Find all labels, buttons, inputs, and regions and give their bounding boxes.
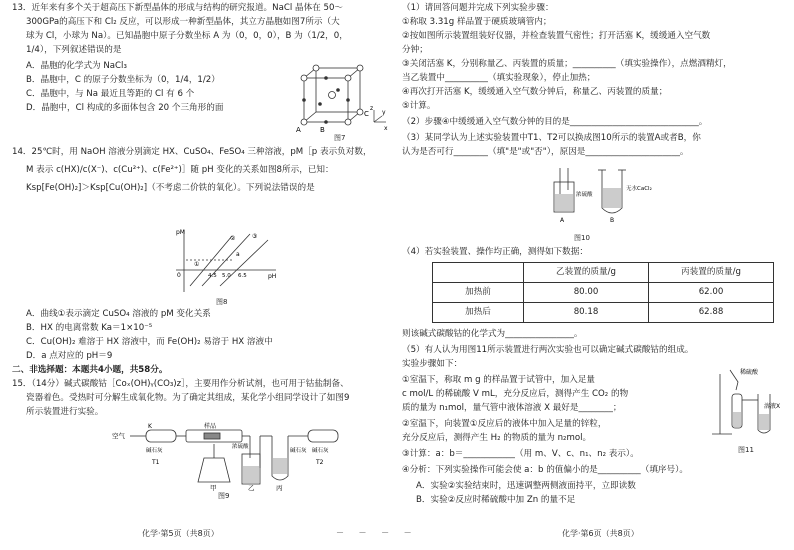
fig11-solution-x: 溶液X	[764, 403, 781, 410]
q15-part5-steps: 实验步骤如下：	[402, 359, 463, 369]
table-cell: 80.00	[524, 283, 649, 303]
fig8-curve-2: ②	[230, 235, 236, 242]
figure-8-caption: 图8	[216, 298, 228, 306]
fig9-jia: 甲	[210, 484, 217, 492]
table-cell: 加热后	[433, 303, 524, 323]
q15-part2: （2）步骤④中缓缓通入空气数分钟的目的是______________________________。	[402, 117, 708, 127]
fig8-curve-3: ③	[252, 233, 258, 240]
fig7-axis-x: x	[384, 125, 388, 132]
fig9-valve-k: K	[148, 423, 152, 430]
fig9-air-label: 空气	[112, 432, 125, 440]
table-header-yi: 乙装置的质量/g	[524, 263, 649, 283]
table-cell: 62.88	[649, 303, 774, 323]
q14-line1: 14．25℃时，用 NaOH 溶液分别滴定 HX、CuSO₄、FeSO₄ 三种溶液，pM［p 表示负对数，	[12, 147, 372, 157]
fig10-label-a: A	[560, 217, 565, 224]
q14-line3: Ksp[Fe(OH)₂]＞Ksp[Cu(OH)₂]（不考虑二价铁的氧化）。下列说法错误的是	[26, 183, 315, 193]
q15-part5: （5）有人认为用图11所示装置进行两次实验也可以确定碱式碳酸钴的组成。	[402, 345, 694, 355]
q15-step-5: ⑤计算。	[402, 101, 436, 111]
fig8-origin: 0	[177, 272, 181, 279]
fig7-axis-y: y	[382, 109, 386, 116]
fig9-t2: T2	[316, 459, 324, 466]
table-header-empty	[433, 263, 524, 283]
figure-11-caption: 图11	[738, 446, 754, 454]
figure-10-caption: 图10	[574, 234, 590, 242]
q15-step-1: ①称取 3.31g 样品置于硬质玻璃管内；	[402, 17, 552, 27]
q15-part5-step1-c: 质的量为 n₁mol，量气管中液体溶液 X 最好是________；	[402, 403, 622, 413]
q15-part5-step2-b: 充分反应后，测得产生 H₂ 的物质的量为 n₂mol。	[402, 433, 592, 443]
fig10-cacl2: 无水CaCl₂	[626, 186, 652, 192]
fig8-tick-5-0: 5.0	[222, 273, 231, 279]
q15-line2: 瓷器着色。受热时可分解生成氧化物。为了确定其组成，某化学小组同学设计了如图9	[26, 393, 350, 403]
table-header-row	[433, 263, 774, 283]
q13-line3: 球为 Cl，小球为 Na）。已知晶胞中原子分数坐标 A 为（0，0，0），B 为（1/2，0，	[26, 31, 348, 41]
q15-part5-option-a: A．实验②实验结束时，迅速调整两侧液面持平，立即读数	[416, 481, 636, 491]
q15-line1: 15．（14分）碱式碳酸钴［Coₓ(OH)ᵧ(CO₃)z］，主要用作分析试剂，也可用于钴盐制备、	[12, 379, 349, 389]
q15-part3: （3）某同学认为上述实验装置中T1、T2可以换成图10所示的装置A或者B，你	[402, 133, 701, 143]
q15-part5-step3: ③计算：a：b＝____________（用 m、V、c、n₁、n₂ 表示）。	[402, 449, 639, 459]
q15-step-2-cont: 分钟；	[402, 45, 428, 55]
left-page-footer: 化学·第5页（共8页）	[142, 529, 219, 538]
fig11-sulfuric-acid: 稀硫酸	[740, 369, 759, 376]
q15-part1-intro: （1）请回答问题并完成下列实验步骤：	[402, 3, 554, 13]
table-row	[433, 303, 774, 323]
table-header-bing: 丙装置的质量/g	[649, 263, 774, 283]
fig7-label-b: B	[320, 126, 325, 134]
figure-7-caption: 图7	[334, 134, 346, 142]
q15-part5-step1: ①室温下，称取 m g 的样品置于试管中，加入足量	[402, 375, 596, 385]
q13-option-b: B．晶胞中，C 的原子分数坐标为（0，1/4，1/2）	[26, 75, 220, 85]
q13-line4: 1/4），下列叙述错误的是	[26, 45, 122, 55]
q15-line3: 所示装置进行实验。	[26, 407, 104, 417]
q13-option-d: D．晶胞中，Cl 构成的多面体包含 20 个三角形的面	[26, 103, 224, 113]
table-cell: 加热前	[433, 283, 524, 303]
right-page-footer: 化学·第6页（共8页）	[562, 529, 639, 538]
right-page	[402, 0, 786, 550]
q14-line2: M 表示 c(HX)/c(X⁻)、c(Cu²⁺)、c(Fe²⁺)］随 pH 变化的关系如图8所示，已知：	[26, 165, 334, 175]
fig10-label-b: B	[610, 217, 615, 224]
q13-line1: 13．近年来有多个关于超高压下新型晶体的形成与结构的研究报道。NaCl 晶体在 50～	[12, 3, 344, 13]
fig8-x-label: pH	[268, 273, 277, 280]
figure-10-apparatus	[542, 160, 662, 230]
mass-data-table	[432, 262, 774, 323]
fig9-soda-lime-3: 碱石灰	[312, 448, 329, 454]
q15-part5-step4: ④分析：下列实验操作可能会使 a：b 的值偏小的是__________（填序号）。	[402, 465, 688, 475]
section-2-heading: 二、非选择题：本题共4小题，共58分。	[12, 365, 168, 375]
q15-step-4: ④再次打开活塞 K，缓缓通入空气数分钟后，称量乙、丙装置的质量；	[402, 87, 668, 97]
page-separator: － － － －	[336, 528, 418, 537]
q15-step-3: ③关闭活塞 K，分别称量乙、丙装置的质量；__________（填实验操作），点燃酒精灯，	[402, 59, 732, 69]
q15-part5-step1-b: c mol/L 的稀硫酸 V mL，充分反应后，测得产生 CO₂ 的物	[402, 389, 629, 399]
q15-part3-cont: 认为是否可行________（填"是"或"否"），原因是______________________。	[402, 147, 689, 157]
fig9-soda-lime-2: 碱石灰	[290, 448, 307, 454]
q14-option-a: A．曲线①表示滴定 CuSO₄ 溶液的 pM 变化关系	[26, 309, 211, 319]
figure-9-caption: 图9	[218, 492, 230, 500]
q13-option-a: A．晶胞的化学式为 NaCl₃	[26, 61, 127, 71]
fig7-label-a: A	[296, 126, 301, 134]
left-page	[12, 0, 392, 550]
fig7-label-c: C	[364, 110, 369, 118]
q15-part5-step2: ②室温下，向装置①反应后的液体中加入足量的锌粒，	[402, 419, 607, 429]
q13-option-c: C．晶胞中，与 Na 最近且等距的 Cl 有 6 个	[26, 89, 195, 99]
q14-option-c: C．Cu(OH)₂ 难溶于 HX 溶液中，而 Fe(OH)₂ 易溶于 HX 溶液中	[26, 337, 273, 347]
fig10-sulfuric-acid: 浓硫酸	[576, 192, 593, 198]
fig9-bing: 丙	[276, 484, 283, 492]
table-cell: 80.18	[524, 303, 649, 323]
figure-11-apparatus	[702, 364, 786, 440]
fig9-sample-label: 样品	[204, 423, 217, 430]
table-row	[433, 283, 774, 303]
fig9-sulfuric-acid: 浓硫酸	[232, 444, 249, 450]
fig8-curve-1: ①	[194, 261, 200, 268]
q15-part5-option-b: B．实验②反应时稀硫酸中加 Zn 的量不足	[416, 495, 576, 505]
fig8-tick-4-5: 4.5	[208, 273, 217, 279]
table-cell: 62.00	[649, 283, 774, 303]
q15-formula-line: 则该碱式碳酸钴的化学式为________________。	[402, 329, 583, 339]
figure-9-apparatus	[112, 418, 352, 492]
q15-step-3-cont: 当乙装置中__________（填实验现象），停止加热；	[402, 73, 596, 83]
q15-part4: （4）若实验装置、操作均正确，测得如下数据：	[402, 247, 588, 257]
fig9-t1: T1	[152, 459, 160, 466]
fig9-yi: 乙	[248, 484, 255, 492]
fig8-tick-6-5: 6.5	[238, 273, 247, 279]
q13-line2: 300GPa的高压下和 Cl₂ 反应，可以形成一种新型晶体，其立方晶胞如图7所示（大	[26, 17, 340, 27]
figure-8-pm-ph-graph	[172, 226, 282, 298]
q15-step-2: ②按如图所示装置组装好仪器，并检查装置气密性；打开活塞 K，缓缓通入空气数	[402, 31, 711, 41]
q14-option-b: B．HX 的电离常数 Ka＝1×10⁻⁵	[26, 323, 153, 333]
fig7-axis-z: z	[370, 105, 374, 112]
fig9-soda-lime-1: 碱石灰	[146, 448, 163, 454]
fig8-point-a: a	[236, 251, 240, 258]
fig8-y-label: pM	[176, 229, 185, 236]
q14-option-d: D．a 点对应的 pH＝9	[26, 351, 113, 361]
